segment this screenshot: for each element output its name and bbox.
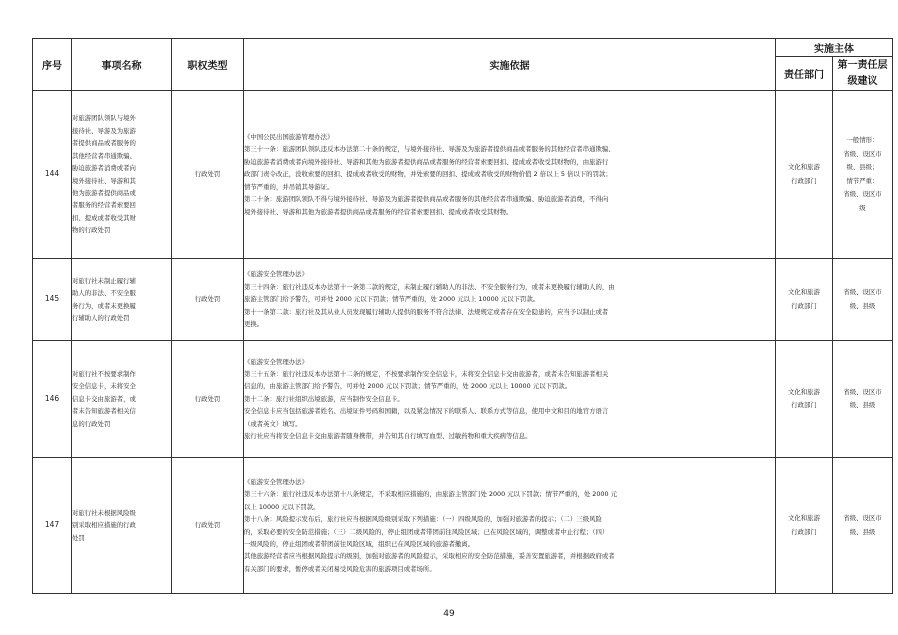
matter-name xyxy=(72,91,172,259)
basis-line: 第十一条第二款：旅行社及其从业人员发现履行辅助人提供的服务不符合法律、法规规定或者存在安全隐患的，应当予以制止或者 xyxy=(244,307,609,316)
row-number: 146 xyxy=(33,341,72,458)
basis-line: 第二十条：旅游团队领队不得与境外接待社、导游及为旅游者提供商品或者服务的其他经营者串通欺骗、胁迫旅游者消费，不得向 xyxy=(244,195,609,204)
dept-line: 行政部门 xyxy=(791,176,817,185)
basis-line: 胁迫旅游者消费或者向境外接待社、导游和其他为旅游者提供商品或者服务的经营者索要回扣、提成或者收受其财物的，由旅游行 xyxy=(244,157,609,166)
table-row xyxy=(33,458,893,594)
name-line: 对旅游团队领队与境外 xyxy=(72,114,136,123)
authority-type: 行政处罚 xyxy=(172,259,244,341)
header-level-line1: 第一责任层 xyxy=(837,59,888,71)
level-line: 级 xyxy=(859,203,866,212)
basis-line: 旅行社应当将安全信息卡交由旅游者随身携带，并告知其自行填写血型、过敏药物和重大疾病等信息。 xyxy=(244,432,532,441)
responsibility-level xyxy=(833,91,893,259)
row-number: 145 xyxy=(33,259,72,341)
name-line: 处罚 xyxy=(72,533,85,542)
basis-line: 政部门责令改正，没收索要的回扣、提成或者收受的财物，并处索要的回扣、提成或者收受的财物价值 2 倍以上 5 倍以下的罚款； xyxy=(244,170,612,179)
name-line: 行辅助人的行政处罚 xyxy=(72,313,130,322)
name-line: 对旅行社未制止履行辅 xyxy=(72,276,136,285)
matter-name xyxy=(72,259,172,341)
responsibility-level xyxy=(833,458,893,594)
basis-line: 《旅游安全管理办法》 xyxy=(244,270,308,279)
name-line: 他为旅游者提供商品或 xyxy=(72,188,136,197)
name-line: 别采取相应措施的行政 xyxy=(72,521,136,530)
basis-line: 第三十六条：旅行社违反本办法第十八条规定，不采取相应措施的，由旅游主管部门处 2000 元以下罚款；情节严重的，处 2000 元 xyxy=(244,490,617,499)
basis-line: 信息的，由旅游主管部门给予警告，可并处 2000 元以下罚款；情节严重的，处 2000 元以上 10000 元以下罚款。 xyxy=(244,382,572,391)
basis-line: 有关部门的要求，暂停或者关闭易受风险危害的旅游项目或者场所。 xyxy=(244,564,436,573)
level-line: 一般情形： xyxy=(846,136,879,144)
basis-line: 情节严重的，并吊销其导游证。 xyxy=(244,182,334,191)
name-line: 信息卡交由旅游者，或 xyxy=(72,394,136,403)
basis-line: 第十二条：旅行社组织出境旅游，应当制作安全信息卡。 xyxy=(244,394,404,403)
name-line: 者未告知旅游者相关信 xyxy=(72,407,136,416)
responsibility-level xyxy=(833,341,893,458)
header-level xyxy=(833,57,893,91)
matter-name xyxy=(72,458,172,594)
dept-line: 行政部门 xyxy=(791,527,817,536)
name-line: 扣、提成或者收受其财 xyxy=(72,213,136,222)
level-line: 省级、设区市 xyxy=(843,514,882,522)
dept-line: 行政部门 xyxy=(791,301,817,310)
basis-line: 第三十一条：旅游团队领队违反本办法第二十条的规定，与境外接待社、导游及为旅游者提供商品或者服务的其他经营者串通欺骗、 xyxy=(244,145,615,154)
level-line: 级、县级 xyxy=(849,301,876,310)
header-category: 职权类型 xyxy=(172,39,244,91)
basis-line: 《旅游安全管理办法》 xyxy=(244,477,308,486)
header-dept: 责任部门 xyxy=(776,57,833,91)
basis-line: 第三十四条：旅行社违反本办法第十一条第二款的规定，未制止履行辅助人的非法、不安全服务行为，或者未更换履行辅助人的，由 xyxy=(244,282,615,291)
basis-line: 更换。 xyxy=(244,320,264,329)
name-line: 其他经营者串通欺骗、 xyxy=(72,151,136,160)
responsibility-level xyxy=(833,259,893,341)
dept-line: 文化和旅游 xyxy=(788,387,820,396)
basis-line: 安全信息卡应当包括旅游者姓名、出境证件号码和国籍，以及紧急情况下的联系人、联系方式等信息，使用中文和目的地官方语言 xyxy=(244,407,609,416)
basis-line: 第三十五条：旅行社违反本办法第十二条的规定，不按要求制作安全信息卡，未将安全信息卡交由旅游者，或者未告知旅游者相关 xyxy=(244,369,609,378)
level-line: 级、县级 xyxy=(849,401,876,409)
name-line: 胁迫旅游者消费或者向 xyxy=(72,164,136,173)
header-name: 事项名称 xyxy=(72,39,172,91)
responsible-dept xyxy=(776,91,833,259)
header-subject: 实施主体 xyxy=(776,39,893,57)
dept-line: 文化和旅游 xyxy=(788,514,820,522)
level-line: 级、县级； xyxy=(846,163,879,171)
level-line: 情节严重： xyxy=(846,176,879,185)
name-line: 对旅行社未根据风险级 xyxy=(72,508,136,517)
legal-basis xyxy=(244,341,776,458)
basis-line: 以上 10000 元以下罚款。 xyxy=(244,502,320,511)
basis-line: 《旅游安全管理办法》 xyxy=(244,357,308,366)
legal-basis xyxy=(244,458,776,594)
name-line: 物的行政处罚 xyxy=(72,226,111,235)
basis-line: 第十八条：风险提示发布后，旅行社应当根据风险级别采取下列措施：（一）四级风险的，加强对旅游者的提示；（二）三级风险 xyxy=(244,515,602,524)
name-line: 者提供商品或者服务的 xyxy=(72,139,136,148)
header-basis: 实施依据 xyxy=(244,39,776,91)
responsible-dept xyxy=(776,341,833,458)
authority-type: 行政处罚 xyxy=(172,91,244,259)
basis-line: 的，采取必要的安全防范措施；（三）二级风险的，停止组团或者带团前往风险区域；已在风险区域的，调整或者中止行程；（四） xyxy=(244,527,609,536)
basis-line: 《中国公民出国旅游管理办法》 xyxy=(244,133,334,142)
basis-line: 境外接待社、导游和其他为旅游者提供商品或者服务的经营者索要回扣、提成或者收受其财物。 xyxy=(244,207,513,216)
matter-name xyxy=(72,341,172,458)
level-line: 省级、设区市 xyxy=(843,190,882,198)
responsible-dept xyxy=(776,458,833,594)
authority-type: 行政处罚 xyxy=(172,341,244,458)
dept-line: 行政部门 xyxy=(791,401,817,409)
legal-basis xyxy=(244,91,776,259)
legal-basis xyxy=(244,259,776,341)
basis-line: 一级风险的，停止组团或者带团前往风险区域，组织已在风险区域的旅游者撤离。 xyxy=(244,539,475,548)
page-number: 49 xyxy=(443,609,455,619)
dept-line: 文化和旅游 xyxy=(788,163,820,171)
dept-line: 文化和旅游 xyxy=(788,288,820,296)
row-number: 147 xyxy=(33,458,72,594)
name-line: 者服务的经营者索要回 xyxy=(72,201,136,210)
authority-type: 行政处罚 xyxy=(172,458,244,594)
level-line: 省级、设区市 xyxy=(843,149,882,158)
table-row xyxy=(33,341,893,458)
name-line: 对旅行社不按要求制作 xyxy=(72,369,136,378)
name-line: 境外接待社、导游和其 xyxy=(72,176,136,185)
basis-line: （或者英文）填写。 xyxy=(244,419,302,428)
level-line: 级、县级 xyxy=(849,527,876,536)
basis-line: 其他旅游经营者应当根据风险提示的级别，加强对旅游者的风险提示，采取相应的安全防范措施，妥善安置旅游者，并根据政府或者 xyxy=(244,552,615,561)
header-level-line2: 级建议 xyxy=(847,75,878,87)
name-line: 安全信息卡，未将安全 xyxy=(72,382,136,391)
level-line: 省级、设区市 xyxy=(843,387,882,396)
row-number: 144 xyxy=(33,91,72,259)
basis-line: 旅游主管部门给予警告，可并处 2000 元以下罚款；情节严重的，处 2000 元以上 10000 元以下罚款。 xyxy=(244,295,540,304)
name-line: 息的行政处罚 xyxy=(72,419,111,428)
matters-table xyxy=(32,38,893,594)
name-line: 助人的非法、不安全服 xyxy=(72,289,136,298)
table-row xyxy=(33,259,893,341)
header-seq: 序号 xyxy=(33,39,72,91)
name-line: 接待社、导游及为旅游 xyxy=(72,126,136,135)
level-line: 省级、设区市 xyxy=(843,288,882,296)
table-row xyxy=(33,91,893,259)
name-line: 务行为，或者未更换履 xyxy=(72,301,136,310)
responsible-dept xyxy=(776,259,833,341)
